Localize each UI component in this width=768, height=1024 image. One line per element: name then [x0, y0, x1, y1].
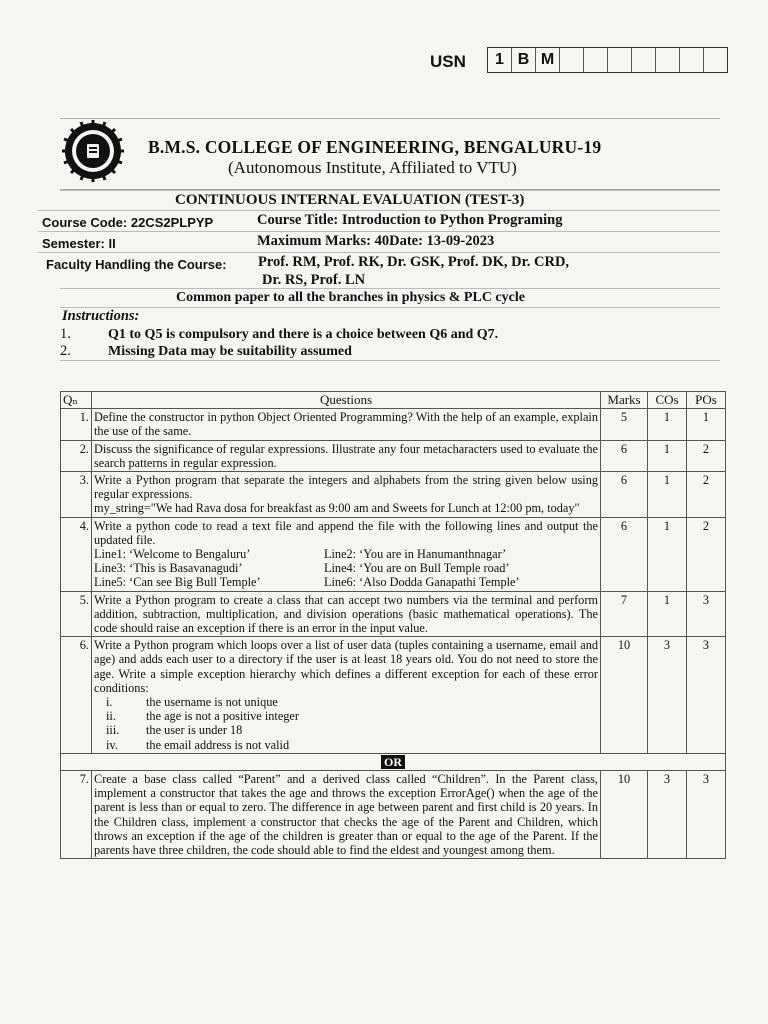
list-item: [106, 709, 598, 723]
append-lines: [94, 547, 598, 590]
instruction-number: 1.: [60, 326, 71, 342]
instruction-text: Missing Data may be suitability assumed: [108, 344, 352, 359]
marks-value: 6: [601, 440, 648, 471]
append-line: Line5: ‘Can see Big Bull Temple’: [94, 575, 261, 590]
append-line: Line3: ‘This is Basavanagudi’: [94, 561, 243, 576]
question-number: 3.: [61, 472, 92, 518]
question-number: 4.: [61, 517, 92, 591]
list-item: [106, 738, 598, 752]
po-value: 2: [687, 517, 726, 591]
question-text: Create a base class called “Parent” and a derived class called “Children”. In the Parent class, implement a constructor that takes the age and throws the exception ErrorAge() when the age of the parent is less than or equal to zero. The difference in age between parent and first child is 20 years. In the Children class, implement a constructor that checks the age of the Parent and Children, which throws an exception if the age of the children is greater than or equal to the age of the Parent. If the parents have three children, the code should able to find the eldest and youngest among them.: [92, 771, 601, 859]
co-value: 1: [648, 591, 687, 637]
sub-question-list: [106, 695, 598, 752]
question-number: 5.: [61, 591, 92, 637]
co-value: 1: [648, 472, 687, 518]
sub-text: the user is under 18: [146, 723, 243, 738]
college-logo-icon: [62, 120, 124, 182]
question-line: my_string="We had Rava dosa for breakfast as 9:00 am and Sweets for Lunch at 12:00 pm, today": [94, 501, 580, 516]
question-text: [92, 472, 601, 518]
marks-value: 10: [601, 771, 648, 859]
usn-label: USN: [430, 52, 466, 71]
divider: [38, 252, 720, 253]
table-row: [61, 440, 726, 471]
sub-text: the age is not a positive integer: [146, 709, 299, 724]
co-value: 3: [648, 637, 687, 754]
list-item: [106, 723, 598, 737]
usn-cell: [704, 48, 727, 72]
table-row: [61, 591, 726, 637]
course-title: Course Title: Introduction to Python Programing: [257, 212, 563, 228]
po-value: 3: [687, 591, 726, 637]
question-text: Discuss the significance of regular expressions. Illustrate any four metacharacters used to evaluate the search patterns in regular expression.: [92, 440, 601, 471]
co-value: 1: [648, 517, 687, 591]
sub-number: iii.: [106, 723, 120, 738]
usn-cell: [680, 48, 704, 72]
table-row: [61, 637, 726, 754]
usn-cell: [584, 48, 608, 72]
college-subtitle: (Autonomous Institute, Affiliated to VTU): [228, 158, 517, 177]
questions-table: [60, 391, 726, 859]
po-value: 3: [687, 771, 726, 859]
divider: [38, 231, 720, 232]
append-line: Line2: ‘You are in Hanumanthnagar’: [324, 547, 507, 562]
or-label: OR: [381, 755, 405, 769]
header-questions: Questions: [92, 392, 601, 409]
question-number: 7.: [61, 771, 92, 859]
append-line: Line4: ‘You are on Bull Temple road’: [324, 561, 510, 576]
sub-text: the username is not unique: [146, 695, 278, 710]
sub-text: the email address is not valid: [146, 737, 290, 752]
divider: [60, 360, 720, 361]
usn-cell: [608, 48, 632, 72]
append-line: Line6: ‘Also Dodda Ganapathi Temple’: [324, 575, 520, 590]
question-number: 1.: [61, 409, 92, 440]
po-value: 2: [687, 440, 726, 471]
instruction-text: Q1 to Q5 is compulsory and there is a choice between Q6 and Q7.: [108, 327, 499, 342]
append-line: Line1: ‘Welcome to Bengaluru’: [94, 547, 251, 562]
list-item: [106, 695, 598, 709]
header-pos: POs: [687, 392, 726, 409]
college-name: B.M.S. COLLEGE OF ENGINEERING, BENGALURU-19: [148, 137, 602, 157]
usn-cell: [656, 48, 680, 72]
header-qn: Qₙ: [61, 392, 92, 409]
faculty-label: Faculty Handling the Course:: [46, 257, 227, 272]
divider: [60, 288, 720, 289]
usn-boxes: [487, 47, 728, 73]
marks-value: 6: [601, 517, 648, 591]
divider: [60, 190, 720, 191]
question-line: Write a Python program which loops over a list of user data (tuples containing a username, email and age) and adds each user to a directory if the user is at least 18 years old. You do not need to store the age. Write a simple exception hierarchy which defines a different exception for each of these error conditions:: [94, 638, 598, 695]
header-cos: COs: [648, 392, 687, 409]
marks-value: 10: [601, 637, 648, 754]
divider: [60, 307, 720, 308]
course-code: Course Code: 22CS2PLPYP: [42, 215, 214, 230]
max-marks-date: Maximum Marks: 40Date: 13-09-2023: [257, 233, 495, 249]
po-value: 3: [687, 637, 726, 754]
question-number: 2.: [61, 440, 92, 471]
question-text: Define the constructor in python Object Oriented Programming? With the help of an example, explain the use of the same.: [92, 409, 601, 440]
marks-value: 6: [601, 472, 648, 518]
po-value: 2: [687, 472, 726, 518]
instructions-heading: Instructions:: [62, 308, 140, 324]
or-separator: [61, 753, 726, 770]
usn-cell: [560, 48, 584, 72]
sub-number: ii.: [106, 709, 116, 724]
marks-value: 5: [601, 409, 648, 440]
co-value: 3: [648, 771, 687, 859]
usn-cell: 1: [488, 48, 512, 72]
or-row: [61, 753, 726, 770]
question-text: [92, 517, 601, 591]
table-row: [61, 517, 726, 591]
table-header-row: [61, 392, 726, 409]
marks-value: 7: [601, 591, 648, 637]
common-paper-note: Common paper to all the branches in physics & PLC cycle: [176, 290, 525, 305]
faculty-line-2: Dr. RS, Prof. LN: [262, 272, 366, 288]
usn-cell: B: [512, 48, 536, 72]
semester: Semester: II: [42, 236, 116, 251]
exam-title: CONTINUOUS INTERNAL EVALUATION (TEST-3): [175, 192, 525, 208]
usn-cell: [632, 48, 656, 72]
co-value: 1: [648, 440, 687, 471]
sub-number: iv.: [106, 737, 118, 752]
table-row: [61, 409, 726, 440]
sub-number: i.: [106, 695, 113, 710]
question-line: Write a python code to read a text file and append the file with the following lines and output the updated file.: [94, 518, 598, 547]
co-value: 1: [648, 409, 687, 440]
instruction-number: 2.: [60, 343, 71, 359]
header-marks: Marks: [601, 392, 648, 409]
question-text: Write a Python program to create a class that can accept two numbers via the terminal and perform addition, subtraction, multiplication, and division operations (basic mathematical operations). The code should raise an exception if there is an error in the input value.: [92, 591, 601, 637]
faculty-line-1: Prof. RM, Prof. RK, Dr. GSK, Prof. DK, Dr. CRD,: [258, 254, 570, 270]
table-row: [61, 771, 726, 859]
divider: [38, 210, 720, 211]
usn-cell: M: [536, 48, 560, 72]
question-number: 6.: [61, 637, 92, 754]
question-text: [92, 637, 601, 754]
po-value: 1: [687, 409, 726, 440]
table-row: [61, 472, 726, 518]
question-line: Write a Python program that separate the integers and alphabets from the string given below using regular expressions.: [94, 473, 598, 502]
